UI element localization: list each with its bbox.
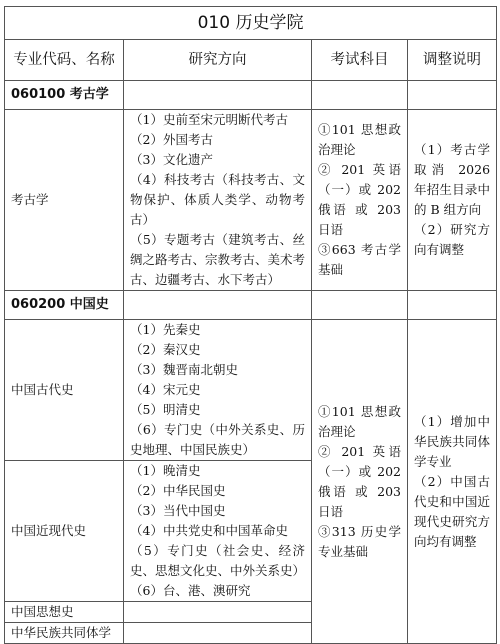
admissions-table	[4, 6, 497, 644]
direction-item: （1）先秦史	[130, 322, 201, 337]
direction-item: （5）明清史	[130, 402, 201, 417]
exam-item: ③313 历史学专业基础	[318, 523, 401, 559]
subfield-name: 中华民族共同体学	[5, 623, 124, 644]
empty-cell	[124, 81, 312, 110]
direction-item: （4）中共党史和中国革命史	[130, 523, 288, 538]
direction-item: （3）当代中国史	[130, 503, 226, 518]
note-item: （1）考古学取消 2026 年招生目录中的 B 组方向	[414, 142, 491, 217]
empty-cell	[124, 623, 312, 644]
header-exam-subjects: 考试科目	[312, 40, 408, 81]
exam-subjects-cell	[312, 110, 408, 291]
note-item: （2）中国古代史和中国近现代史研究方向均有调整	[414, 473, 491, 549]
adjustment-notes-cell	[408, 320, 497, 644]
table-title: 010 历史学院	[5, 7, 497, 40]
empty-cell	[408, 81, 497, 110]
header-adjustment-notes: 调整说明	[408, 40, 497, 81]
empty-cell	[408, 291, 497, 320]
exam-list	[318, 402, 401, 562]
empty-cell	[312, 81, 408, 110]
header-research-direction: 研究方向	[124, 40, 312, 81]
direction-item: （2）秦汉史	[130, 342, 201, 357]
exam-item: ①101 思想政治理论	[318, 403, 401, 439]
direction-list	[130, 320, 305, 460]
direction-item: （4）宋元史	[130, 382, 201, 397]
notes-list	[414, 140, 490, 260]
direction-item: （2）外国考古	[130, 132, 213, 147]
subfield-name: 中国近现代史	[5, 461, 124, 602]
empty-cell	[312, 291, 408, 320]
direction-item: （3）魏晋南北朝史	[130, 362, 238, 377]
exam-item: ①101 思想政治理论	[318, 122, 401, 157]
adjustment-notes-cell	[408, 110, 497, 291]
direction-item: （1）晚清史	[130, 463, 201, 478]
major-code-chinese-history: 060200 中国史	[5, 291, 124, 320]
note-item: （1）增加中华民族共同体学专业	[414, 413, 491, 469]
exam-subjects-cell	[312, 320, 408, 644]
research-directions-cell	[124, 461, 312, 602]
direction-item: （5）专门史（社会史、经济史、思想文化史、中外关系史）	[130, 543, 306, 578]
direction-item: （1）史前至宋元明断代考古	[130, 112, 288, 127]
note-item: （2）研究方向有调整	[414, 222, 491, 257]
subfield-name: 中国思想史	[5, 602, 124, 623]
direction-item: （2）中华民国史	[130, 483, 226, 498]
direction-item: （3）文化遗产	[130, 152, 213, 167]
direction-item: （5）专题考古（建筑考古、丝绸之路考古、宗教考古、美术考古、边疆考古、水下考古）	[130, 232, 306, 287]
subfield-name: 中国古代史	[5, 320, 124, 461]
exam-item: ② 201 英语（一）或 202 俄语 或 203 日语	[318, 162, 401, 237]
direction-list	[130, 461, 305, 601]
empty-cell	[124, 602, 312, 623]
header-major-code: 专业代码、名称	[5, 40, 124, 81]
exam-item: ② 201 英语（一）或 202 俄语 或 203 日语	[318, 443, 401, 519]
direction-item: （6）台、港、澳研究	[130, 583, 251, 598]
direction-item: （4）科技考古（科技考古、文物保护、体质人类学、动物考古）	[130, 172, 305, 227]
empty-cell	[124, 291, 312, 320]
exam-item: ③663 考古学基础	[318, 242, 401, 277]
subfield-name: 考古学	[5, 110, 124, 291]
notes-list	[414, 412, 490, 552]
direction-list	[130, 110, 305, 290]
exam-list	[318, 120, 401, 280]
direction-item: （6）专门史（中外关系史、历史地理、中国民族史）	[130, 422, 305, 457]
research-directions-cell	[124, 110, 312, 291]
research-directions-cell	[124, 320, 312, 461]
major-code-archaeology: 060100 考古学	[5, 81, 124, 110]
